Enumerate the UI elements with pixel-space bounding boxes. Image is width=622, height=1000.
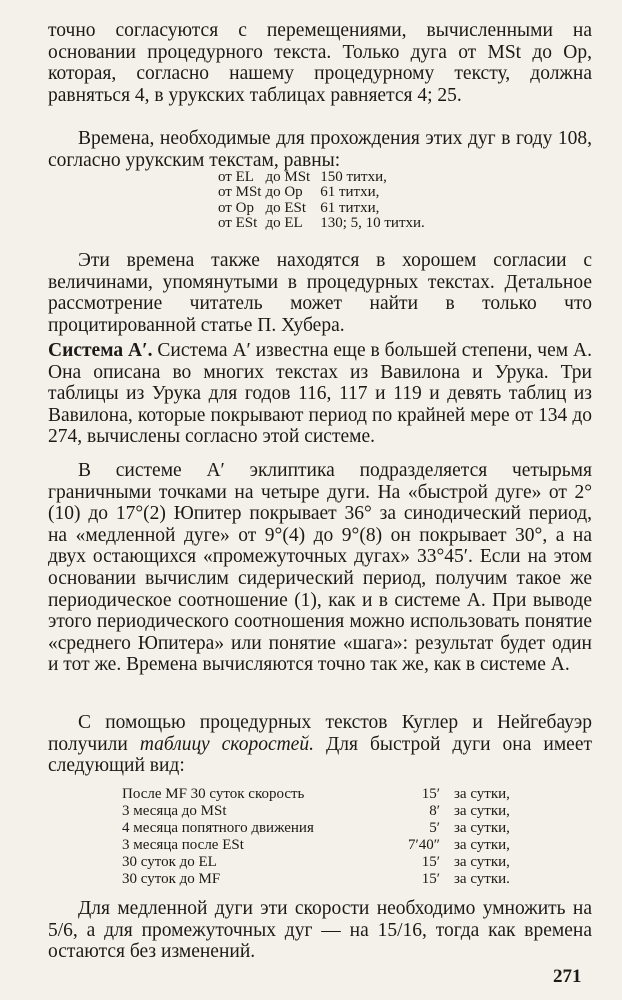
speed-table: [122, 786, 510, 888]
table-row: от ESt до EL 130; 5, 10 титхи.: [218, 215, 425, 232]
table-row: После MF 30 суток скорость 15′ за сутки,: [122, 786, 510, 802]
table-row: 4 месяца попятного движения 5′ за сутки,: [122, 820, 510, 836]
emphasis-term: таблицу скоростей.: [139, 733, 314, 755]
arc-times-table: [218, 170, 429, 232]
table-row: 30 суток до MF 15′ за сутки.: [122, 871, 510, 887]
page-number: 271: [553, 966, 582, 987]
table-row: от MSt до Op 61 титхи,: [218, 184, 380, 201]
table-row: от EL до MSt 150 титхи,: [218, 169, 387, 185]
section-heading: Система A′.: [48, 340, 153, 361]
paragraph-4: Система A′. Система A′ известна еще в большей степени, чем A. Она описана во многих текстах из Вавилона и Урука. Три таблицы из Урука для годов 116, 117 и 119 и девять таблиц из Вавилона, которые покрывают период по крайней мере от 134 до 274, вычислены согласно этой системе.: [48, 340, 592, 448]
table-row: 3 месяца после ESt 7′40″ за сутки,: [122, 837, 510, 853]
table-row: от Op до ESt 61 титхи,: [218, 199, 380, 216]
paragraph-3: Эти времена также находятся в хорошем согласии с величинами, упомянутыми в процедурных текстах. Детальное рассмотрение читатель может найти в только что процитированной статье П. Хубера.: [48, 250, 592, 336]
table-row: 3 месяца до MSt 8′ за сутки,: [122, 803, 510, 819]
paragraph-5: В системе A′ эклиптика подразделяется четырьмя граничными точками на четыре дуги. На «быстрой дуге» от 2°(10) до 17°(2) Юпитер покрывает 36° за синодический период, на «медленной дуге» от 9°(4) до 9°(8) он покрывает 30°, а на двух остающихся «промежуточных дугах» 33°45′. Если на этом основании вычислим сидерический период, получим такое же периодическое соотношение (1), как и в системе A. При выводе этого периодического соотношения можно использовать понятие «среднего Юпитера» или понятие «шага»: результат будет один и тот же. Времена вычисляются точно так же, как в системе A.: [48, 460, 592, 676]
paragraph-6: С помощью процедурных текстов Куглер и Нейгебауэр получили таблицу скоростей. Для быстрой дуги она имеет следующий вид:: [48, 712, 592, 777]
table-row: 30 суток до EL 15′ за сутки,: [122, 854, 510, 870]
paragraph-2: Времена, необходимые для прохождения этих дуг в году 108, согласно урукским текстам, равны:: [48, 128, 592, 171]
paragraph-7: Для медленной дуги эти скорости необходимо умножить на 5/6, а для промежуточных дуг — на 15/16, тогда как времена остаются без изменений.: [48, 898, 592, 963]
paragraph-1: точно согласуются с перемещениями, вычисленными на основании процедурного текста. Только дуга от MSt до Op, которая, согласно нашему процедурному тексту, должна равняться 4, в урукских таблицах равняется 4; 25.: [48, 20, 592, 106]
